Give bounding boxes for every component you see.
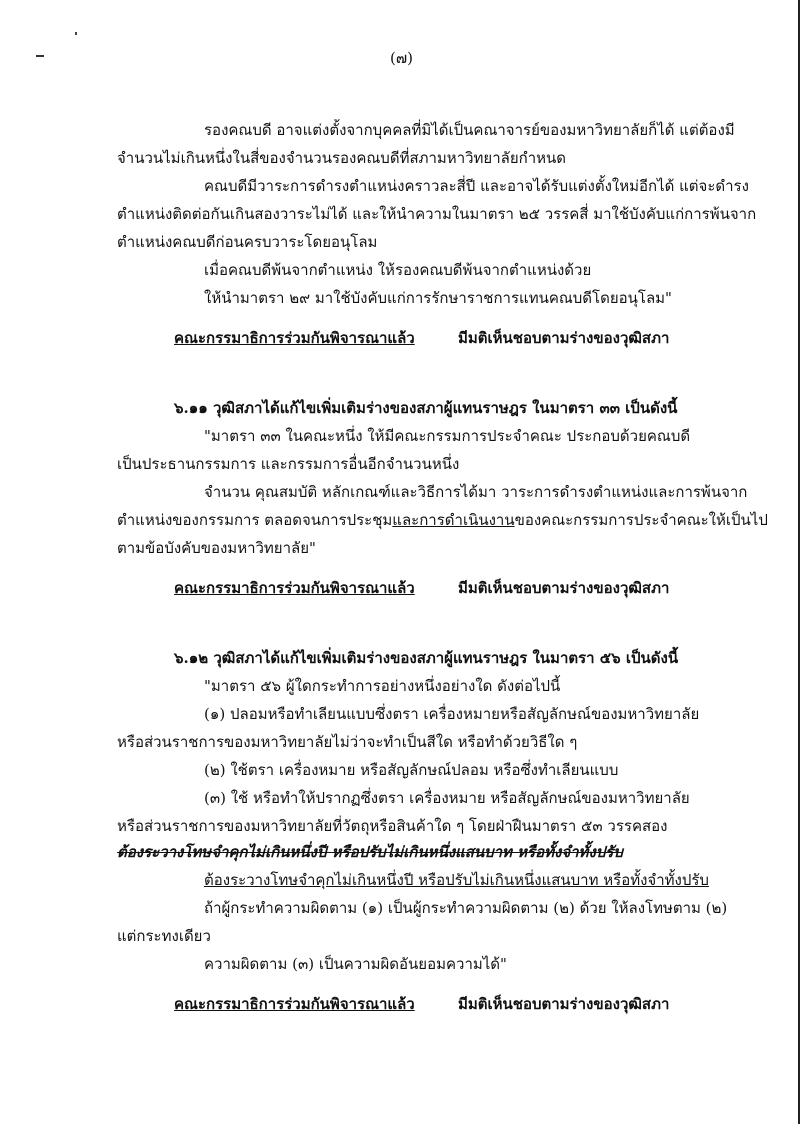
paragraph-line: (๓) ใช้ หรือทำให้ปรากฏซึ่งตรา เครื่องหมาย หรือสัญลักษณ์ของมหาวิทยาลัย <box>204 789 690 807</box>
paragraph-line: เมื่อคณบดีพ้นจากตำแหน่ง ให้รองคณบดีพ้นจากตำแหน่งด้วย <box>204 261 592 279</box>
amended-text: ต้องระวางโทษจำคุกไม่เกินหนึ่งปี หรือปรับไม่เกินหนึ่งแสนบาท หรือทั้งจำทั้งปรับ <box>204 871 709 889</box>
committee-note-left: คณะกรรมาธิการร่วมกันพิจารณาแล้ว <box>174 579 415 597</box>
paragraph-line: แต่กระทงเดียว <box>117 927 211 945</box>
paragraph-line: ตามข้อบังคับของมหาวิทยาลัย" <box>117 539 316 557</box>
paragraph-line: ให้นำมาตรา ๒๙ มาใช้บังคับแก่การรักษาราชการแทนคณบดีโดยอนุโลม" <box>204 289 672 307</box>
committee-note-right: มีมติเห็นชอบตามร่างของวุฒิสภา <box>458 579 670 597</box>
amended-text: และการดำเนินงาน <box>392 511 515 529</box>
paragraph-line: ตำแหน่งติดต่อกันเกินสองวาระไม่ได้ และให้นำความในมาตรา ๒๕ วรรคสี่ มาใช้บังคับแก่การพ้นจาก <box>117 205 757 223</box>
paragraph-line: (๒) ใช้ตรา เครื่องหมาย หรือสัญลักษณ์ปลอม หรือซึ่งทำเลียนแบบ <box>204 761 619 779</box>
paragraph-line: รองคณบดี อาจแต่งตั้งจากบุคคลที่มิได้เป็นคณาจารย์ของมหาวิทยาลัยก็ได้ แต่ต้องมี <box>204 121 735 139</box>
page-number: (๗) <box>390 49 413 67</box>
paragraph-line: เป็นประธานกรรมการ และกรรมการอื่นอีกจำนวนหนึ่ง <box>117 455 460 473</box>
text-run: ตำแหน่งของกรรมการ ตลอดจนการประชุม <box>117 511 393 529</box>
scan-speck <box>75 32 77 35</box>
committee-note-right: มีมติเห็นชอบตามร่างของวุฒิสภา <box>458 995 670 1013</box>
paragraph-line: หรือส่วนราชการของมหาวิทยาลัยไม่ว่าจะทำเป็นสีใด หรือทำด้วยวิธีใด ๆ <box>117 733 578 751</box>
paragraph-line: ถ้าผู้กระทำความผิดตาม (๑) เป็นผู้กระทำความผิดตาม (๒) ด้วย ให้ลงโทษตาม (๒) <box>204 899 728 917</box>
paragraph-line: ความผิดตาม (๓) เป็นความผิดอันยอมความได้" <box>204 955 507 973</box>
text-run: ของคณะกรรมการประจำคณะให้เป็นไป <box>514 511 768 529</box>
paragraph-line: คณบดีมีวาระการดำรงตำแหน่งคราวละสี่ปี และอาจได้รับแต่งตั้งใหม่อีกได้ แต่จะดำรง <box>204 177 749 195</box>
paragraph-line: จำนวน คุณสมบัติ หลักเกณฑ์และวิธีการได้มา วาระการดำรงตำแหน่งและการพ้นจาก <box>204 483 748 501</box>
committee-note-left: คณะกรรมาธิการร่วมกันพิจารณาแล้ว <box>174 329 415 347</box>
paragraph-line: "มาตรา ๓๓ ในคณะหนึ่ง ให้มีคณะกรรมการประจำคณะ ประกอบด้วยคณบดี <box>204 427 691 445</box>
paragraph-line: "มาตรา ๕๖ ผู้ใดกระทำการอย่างหนึ่งอย่างใด ดังต่อไปนี้ <box>204 677 561 695</box>
scan-mark <box>36 55 44 57</box>
section-heading: ๖.๑๒ วุฒิสภาได้แก้ไขเพิ่มเติมร่างของสภาผู้แทนราษฎร ในมาตรา ๕๖ เป็นดังนี้ <box>174 649 679 667</box>
paragraph-line: ตำแหน่งคณบดีก่อนครบวาระโดยอนุโลม <box>117 233 378 251</box>
paragraph-line: (๑) ปลอมหรือทำเลียนแบบซึ่งตรา เครื่องหมายหรือสัญลักษณ์ของมหาวิทยาลัย <box>204 705 700 723</box>
paragraph-line: หรือส่วนราชการของมหาวิทยาลัยที่วัตถุหรือสินค้าใด ๆ โดยฝ่าฝืนมาตรา ๕๓ วรรคสอง <box>117 817 668 835</box>
paragraph-line: จำนวนไม่เกินหนึ่งในสี่ของจำนวนรองคณบดีที่สภามหาวิทยาลัยกำหนด <box>117 149 567 167</box>
paragraph-line <box>117 510 768 530</box>
committee-note-right: มีมติเห็นชอบตามร่างของวุฒิสภา <box>458 329 670 347</box>
committee-note-left: คณะกรรมาธิการร่วมกันพิจารณาแล้ว <box>174 995 415 1013</box>
struck-text: ต้องระวางโทษจำคุกไม่เกินหนึ่งปี หรือปรับไม่เกินหนึ่งแสนบาท หรือทั้งจำทั้งปรับ <box>117 843 623 861</box>
section-heading: ๖.๑๑ วุฒิสภาได้แก้ไขเพิ่มเติมร่างของสภาผู้แทนราษฎร ในมาตรา ๓๓ เป็นดังนี้ <box>174 399 678 417</box>
